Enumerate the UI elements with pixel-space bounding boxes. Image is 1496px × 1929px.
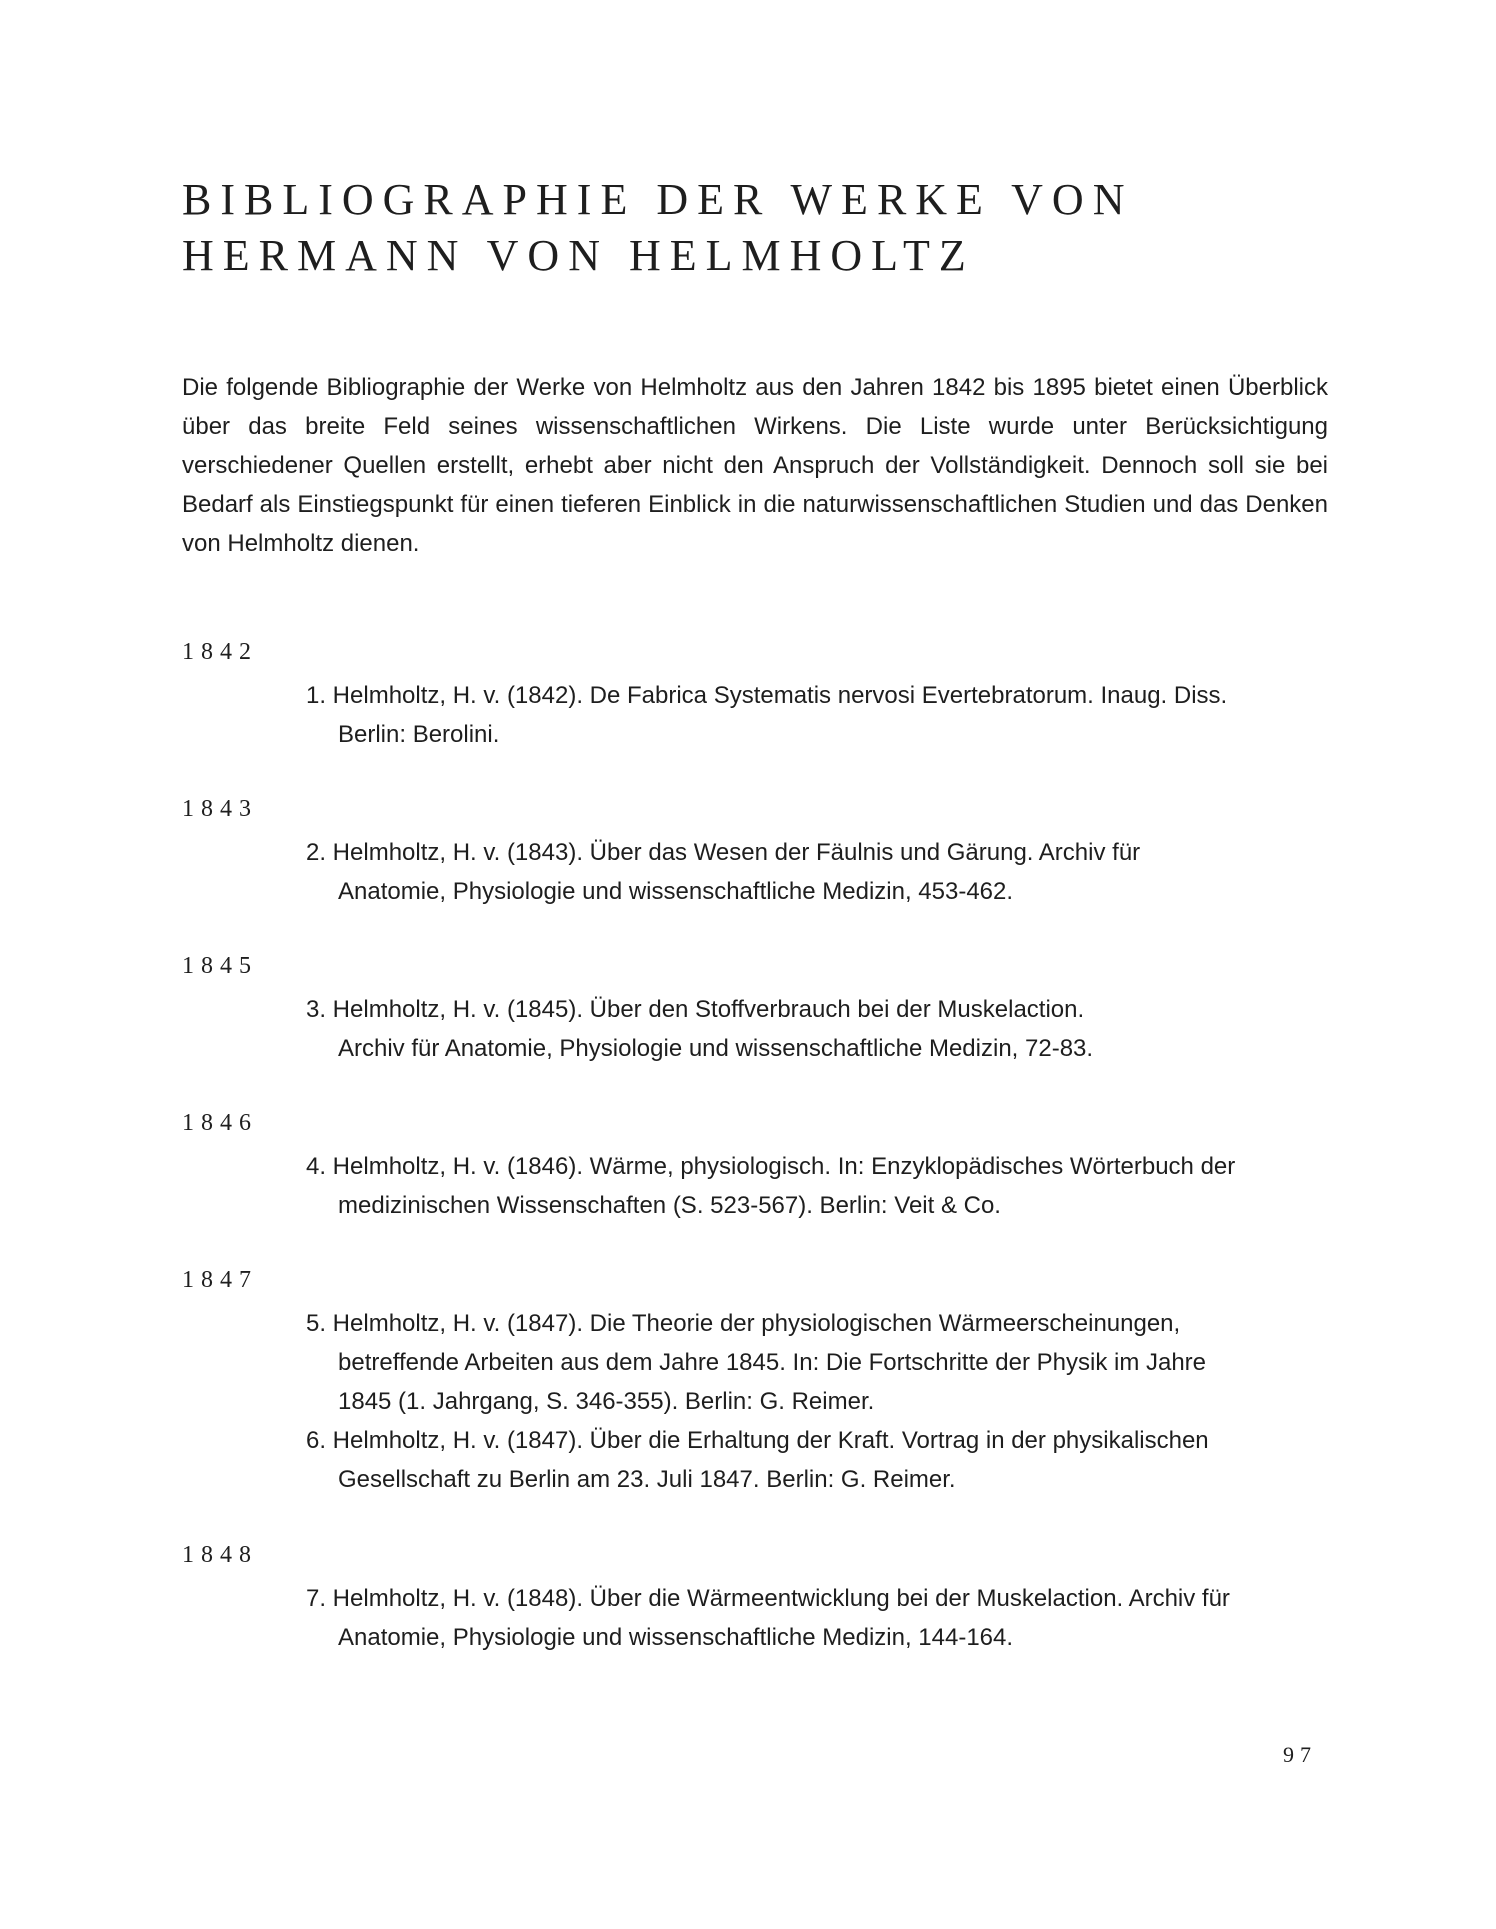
year-heading-1848: 1848 bbox=[182, 1542, 258, 1568]
entry-line: medizinischen Wissenschaften (S. 523-567). Berlin: Veit & Co. bbox=[338, 1192, 1001, 1219]
entry-line: Berlin: Berolini. bbox=[338, 721, 500, 748]
bibliography-entry-2 bbox=[306, 833, 1346, 911]
entry-line: Anatomie, Physiologie und wissenschaftliche Medizin, 453-462. bbox=[338, 878, 1014, 905]
entry-line: 4. Helmholtz, H. v. (1846). Wärme, physiologisch. In: Enzyklopädisches Wörterbuch der bbox=[306, 1153, 1236, 1180]
entry-line: betreffende Arbeiten aus dem Jahre 1845. In: Die Fortschritte der Physik im Jahre bbox=[338, 1349, 1207, 1376]
entry-line: 1. Helmholtz, H. v. (1842). De Fabrica Systematis nervosi Evertebratorum. Inaug. Diss. bbox=[306, 682, 1228, 709]
entry-line: Gesellschaft zu Berlin am 23. Juli 1847. Berlin: G. Reimer. bbox=[338, 1466, 956, 1493]
year-heading-1842: 1842 bbox=[182, 639, 258, 665]
page-title-line-2: HERMANN VON HELMHOLTZ bbox=[182, 231, 975, 280]
intro-paragraph: Die folgende Bibliographie der Werke von Helmholtz aus den Jahren 1842 bis 1895 bietet einen Überblick über das breite Feld seines wissenschaftlichen Wirkens. Die Liste wurde unter Berücksichtigung verschiedener Quellen erstellt, erhebt aber nicht den Anspruch der Vollständigkeit. Dennoch soll sie bei Bedarf als Einstiegspunkt für einen tieferen Einblick in die naturwissenschaftlichen Studien und das Denken von Helmholtz dienen. bbox=[182, 374, 1328, 557]
entry-line: 1845 (1. Jahrgang, S. 346-355). Berlin: G. Reimer. bbox=[338, 1388, 875, 1415]
entry-line: Anatomie, Physiologie und wissenschaftliche Medizin, 144-164. bbox=[338, 1624, 1014, 1651]
page-title bbox=[182, 172, 1342, 284]
page-title-line-1: BIBLIOGRAPHIE DER WERKE VON bbox=[182, 175, 1134, 224]
entry-line: 5. Helmholtz, H. v. (1847). Die Theorie der physiologischen Wärmeerscheinungen, bbox=[306, 1310, 1181, 1337]
entry-line: Archiv für Anatomie, Physiologie und wissenschaftliche Medizin, 72-83. bbox=[338, 1035, 1094, 1062]
entry-line: 6. Helmholtz, H. v. (1847). Über die Erhaltung der Kraft. Vortrag in der physikalischen bbox=[306, 1427, 1209, 1454]
bibliography-entry-7 bbox=[306, 1579, 1346, 1657]
year-heading-1846: 1846 bbox=[182, 1110, 258, 1136]
year-heading-1845: 1845 bbox=[182, 953, 258, 979]
entry-line: 7. Helmholtz, H. v. (1848). Über die Wärmeentwicklung bei der Muskelaction. Archiv für bbox=[306, 1585, 1230, 1612]
year-heading-1847: 1847 bbox=[182, 1267, 258, 1293]
entry-line: 3. Helmholtz, H. v. (1845). Über den Stoffverbrauch bei der Muskelaction. bbox=[306, 996, 1085, 1023]
bibliography-entry-3 bbox=[306, 990, 1346, 1068]
bibliography-entry-1 bbox=[306, 676, 1346, 754]
page-number: 97 bbox=[1283, 1742, 1317, 1767]
entry-line: 2. Helmholtz, H. v. (1843). Über das Wesen der Fäulnis und Gärung. Archiv für bbox=[306, 839, 1141, 866]
bibliography-entry-6 bbox=[306, 1421, 1346, 1499]
year-heading-1843: 1843 bbox=[182, 796, 258, 822]
bibliography-entry-4 bbox=[306, 1147, 1346, 1225]
bibliography-entry-5 bbox=[306, 1304, 1346, 1421]
